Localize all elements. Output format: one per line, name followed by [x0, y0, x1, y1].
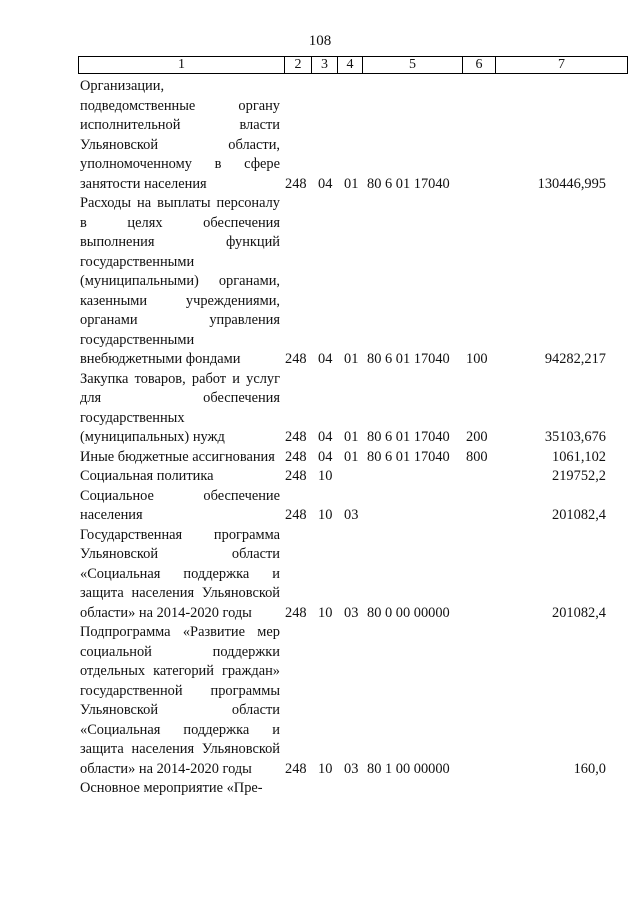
header-col-4: 4: [337, 57, 362, 73]
row-description: Подпрограмма «Развитие мер социальной поддержки отдельных категорий граждан» государственной программы Ульяновской области «Социальная поддержка и защита населения Ульяновской области» на 2014-2020 годы: [80, 624, 280, 777]
row-col-7: 1061,102: [552, 448, 606, 465]
row-col-4: 01: [344, 175, 359, 192]
row-col-5: 80 1 00 00000: [367, 760, 450, 777]
row-col-4: 03: [344, 760, 359, 777]
row-col-6: 100: [466, 351, 488, 367]
table-row: [0, 623, 640, 779]
row-description: Иные бюджетные ассигнования: [80, 448, 275, 465]
header-col-1: 1: [178, 57, 185, 72]
table-row: [0, 448, 640, 468]
header-col-2: 2: [284, 57, 311, 73]
row-col-3: 04: [318, 351, 333, 367]
row-col-4: 01: [344, 448, 359, 465]
row-col-3: 10: [318, 760, 333, 777]
table-row: [0, 467, 640, 487]
table-row: [0, 779, 640, 799]
row-col-7: 160,0: [573, 760, 606, 777]
row-description: Социальное обеспечение населения: [80, 487, 280, 523]
header-col-7: 7: [495, 57, 627, 73]
row-col-4: 01: [344, 351, 359, 367]
row-col-5: 80 6 01 17040: [367, 448, 450, 465]
row-col-2: 248: [285, 351, 307, 367]
row-col-5: 80 0 00 00000: [367, 604, 450, 621]
row-col-3: 04: [318, 429, 333, 445]
row-description: Государственная программа Ульяновской области «Социальная поддержка и защита населения Ульяновской области» на 2014-2020 годы: [80, 526, 280, 621]
row-col-4: 01: [344, 429, 359, 445]
row-col-5: 80 6 01 17040: [367, 351, 450, 367]
row-col-7: 201082,4: [552, 604, 606, 621]
row-col-2: 248: [285, 468, 307, 484]
row-col-6: 200: [466, 429, 488, 445]
row-col-2: 248: [285, 448, 307, 465]
row-col-2: 248: [285, 604, 307, 621]
table-row: [0, 370, 640, 448]
row-col-6: 800: [466, 448, 488, 465]
row-col-2: 248: [285, 429, 307, 445]
row-col-4: 03: [344, 604, 359, 621]
row-description: Расходы на выплаты персоналу в целях обеспечения выполнения функций государственными (муниципальными) органами, казенными учреждениями, органами управления государственными внебюджетными фондами: [80, 195, 280, 367]
row-description: Социальная политика: [80, 468, 214, 484]
row-description: Организации, подведомственные органу исполнительной власти Ульяновской области, уполномоченному в сфере занятости населения: [80, 78, 280, 192]
row-col-7: 130446,995: [537, 175, 606, 192]
row-col-3: 10: [318, 468, 333, 484]
header-col-3: 3: [311, 57, 337, 73]
row-col-7: 201082,4: [552, 507, 606, 523]
row-col-2: 248: [285, 507, 307, 523]
row-col-3: 04: [318, 175, 333, 192]
row-col-3: 10: [318, 604, 333, 621]
row-col-7: 94282,217: [544, 351, 606, 367]
table-row: [0, 526, 640, 624]
table-body: [0, 77, 640, 799]
row-col-5: 80 6 01 17040: [367, 429, 450, 445]
row-col-4: 03: [344, 507, 359, 523]
row-description: Основное мероприятие «Пре-: [80, 780, 263, 796]
row-col-7: 219752,2: [552, 468, 606, 484]
row-col-3: 04: [318, 448, 333, 465]
table-row: [0, 194, 640, 370]
row-col-2: 248: [285, 760, 307, 777]
row-description: Закупка товаров, работ и услуг для обеспечения государственных (муниципальных) нужд: [80, 370, 280, 445]
table-row: [0, 77, 640, 194]
row-col-7: 35103,676: [544, 429, 606, 445]
table-row: [0, 487, 640, 526]
header-col-6: 6: [462, 57, 495, 73]
page-number: 108: [308, 33, 332, 49]
row-col-5: 80 6 01 17040: [367, 175, 450, 192]
row-col-2: 248: [285, 175, 307, 192]
table-header: [78, 56, 628, 74]
header-col-5: 5: [362, 57, 462, 73]
row-col-3: 10: [318, 507, 333, 523]
